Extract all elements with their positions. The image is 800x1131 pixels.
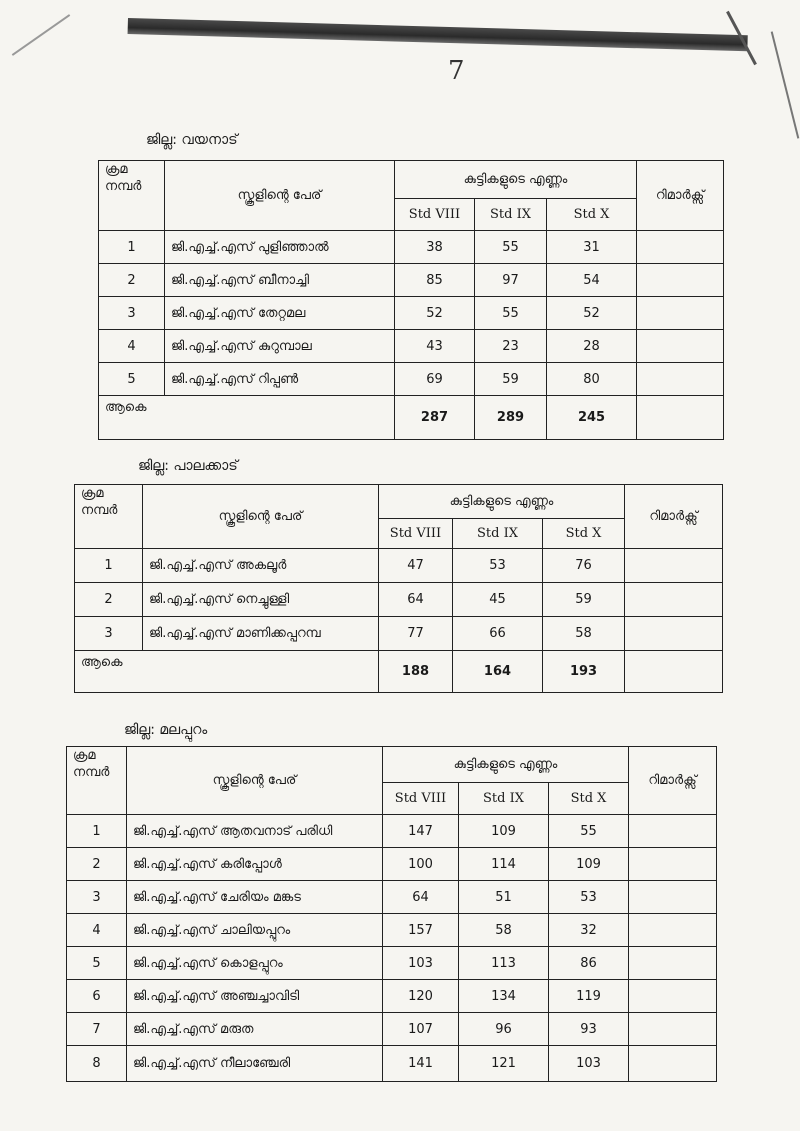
count-std10: 119 [549,980,629,1013]
school-name: ജി.എച്ച്.എസ് ബീനാച്ചി [165,264,395,297]
scan-shadow-bar [128,18,748,51]
school-name: ജി.എച്ച്.എസ് ചേരിയം മങ്കട [127,881,383,914]
table-row [67,947,717,980]
header-serial: ക്രമ നമ്പർ [75,485,143,549]
count-std9: 97 [475,264,547,297]
count-std8: 38 [395,231,475,264]
count-std10: 53 [549,881,629,914]
count-std8: 120 [383,980,459,1013]
count-std9: 121 [459,1046,549,1082]
count-std9: 53 [453,549,543,583]
table-row [67,815,717,848]
remarks-cell [625,583,723,617]
remarks-cell [637,297,724,330]
table-row [67,914,717,947]
school-name: ജി.എച്ച്.എസ് പുളിഞ്ഞാൽ [165,231,395,264]
table-row [75,583,723,617]
remarks-cell [629,980,717,1013]
row-number: 1 [67,815,127,848]
row-number: 4 [99,330,165,363]
header-std9: Std IX [453,519,543,549]
table-row [67,1013,717,1046]
school-name: ജി.എച്ച്.എസ് അഞ്ചച്ചാവിടി [127,980,383,1013]
header-serial: ക്രമ നമ്പർ [67,747,127,815]
corner-mark [12,14,70,56]
header-std8: Std VIII [383,783,459,815]
row-number: 2 [99,264,165,297]
header-remarks: റിമാർക്സ് [637,161,724,231]
row-number: 5 [67,947,127,980]
remarks-cell [629,1046,717,1082]
total-std9: 164 [453,651,543,693]
remarks-cell [629,947,717,980]
count-std10: 80 [547,363,637,396]
remarks-cell [625,651,723,693]
table-row [99,264,724,297]
count-std10: 93 [549,1013,629,1046]
count-std9: 66 [453,617,543,651]
remarks-cell [637,396,724,440]
table-row [75,617,723,651]
table-row [67,881,717,914]
school-name: ജി.എച്ച്.എസ് ആതവനാട് പരിധി [127,815,383,848]
count-std8: 103 [383,947,459,980]
total-label: ആകെ [75,651,379,693]
remarks-cell [629,1013,717,1046]
header-count: കുട്ടികളുടെ എണ്ണം [379,485,625,519]
table-row [99,330,724,363]
count-std10: 59 [543,583,625,617]
row-number: 1 [75,549,143,583]
header-std10: Std X [543,519,625,549]
count-std10: 32 [549,914,629,947]
table-row [67,980,717,1013]
table-row [75,549,723,583]
table-row [99,231,724,264]
total-std9: 289 [475,396,547,440]
row-number: 7 [67,1013,127,1046]
count-std9: 96 [459,1013,549,1046]
page-number: 7 [448,56,465,86]
header-std8: Std VIII [379,519,453,549]
district-label-malappuram: ജില്ല: മലപ്പുറം [124,722,208,738]
scan-edge-right [771,31,800,138]
count-std8: 141 [383,1046,459,1082]
count-std9: 114 [459,848,549,881]
count-std9: 55 [475,231,547,264]
table-row [67,848,717,881]
total-std8: 287 [395,396,475,440]
count-std9: 45 [453,583,543,617]
school-name: ജി.എച്ച്.എസ് നീലാഞ്ചേരി [127,1046,383,1082]
table-palakkad [74,484,723,693]
total-std8: 188 [379,651,453,693]
remarks-cell [625,617,723,651]
header-std8: Std VIII [395,199,475,231]
count-std8: 100 [383,848,459,881]
count-std9: 59 [475,363,547,396]
table-wayanad [98,160,724,440]
row-number: 5 [99,363,165,396]
row-number: 3 [75,617,143,651]
header-std10: Std X [547,199,637,231]
row-number: 3 [99,297,165,330]
header-school: സ്കൂളിന്റെ പേര് [165,161,395,231]
school-name: ജി.എച്ച്.എസ് കുറുമ്പാല [165,330,395,363]
header-remarks: റിമാർക്സ് [625,485,723,549]
count-std10: 55 [549,815,629,848]
school-name: ജി.എച്ച്.എസ് തേറ്റമല [165,297,395,330]
total-std10: 245 [547,396,637,440]
district-label-palakkad: ജില്ല: പാലക്കാട് [138,458,238,474]
count-std10: 28 [547,330,637,363]
remarks-cell [629,848,717,881]
count-std8: 43 [395,330,475,363]
remarks-cell [637,231,724,264]
remarks-cell [625,549,723,583]
header-count: കുട്ടികളുടെ എണ്ണം [395,161,637,199]
remarks-cell [637,264,724,297]
count-std10: 76 [543,549,625,583]
school-name: ജി.എച്ച്.എസ് കരിപ്പോൾ [127,848,383,881]
count-std8: 47 [379,549,453,583]
count-std8: 69 [395,363,475,396]
row-number: 2 [67,848,127,881]
remarks-cell [629,815,717,848]
count-std9: 134 [459,980,549,1013]
header-std9: Std IX [459,783,549,815]
table-row [99,363,724,396]
row-number: 8 [67,1046,127,1082]
count-std10: 52 [547,297,637,330]
row-number: 6 [67,980,127,1013]
row-number: 3 [67,881,127,914]
row-number: 4 [67,914,127,947]
count-std8: 77 [379,617,453,651]
header-remarks: റിമാർക്സ് [629,747,717,815]
count-std8: 52 [395,297,475,330]
school-name: ജി.എച്ച്.എസ് കൊളപ്പുറം [127,947,383,980]
table-malappuram [66,746,717,1082]
header-std10: Std X [549,783,629,815]
count-std8: 85 [395,264,475,297]
school-name: ജി.എച്ച്.എസ് റിപ്പൺ [165,363,395,396]
total-std10: 193 [543,651,625,693]
count-std9: 113 [459,947,549,980]
count-std10: 86 [549,947,629,980]
school-name: ജി.എച്ച്.എസ് നെച്ചുള്ളി [143,583,379,617]
row-number: 1 [99,231,165,264]
count-std9: 55 [475,297,547,330]
total-row [75,651,723,693]
header-count: കുട്ടികളുടെ എണ്ണം [383,747,629,783]
table-row [99,297,724,330]
remarks-cell [629,881,717,914]
remarks-cell [637,363,724,396]
school-name: ജി.എച്ച്.എസ് ചാലിയപ്പുറം [127,914,383,947]
total-row [99,396,724,440]
remarks-cell [629,914,717,947]
remarks-cell [637,330,724,363]
count-std10: 103 [549,1046,629,1082]
count-std10: 31 [547,231,637,264]
count-std8: 147 [383,815,459,848]
count-std10: 54 [547,264,637,297]
header-school: സ്കൂളിന്റെ പേര് [127,747,383,815]
count-std9: 51 [459,881,549,914]
count-std10: 58 [543,617,625,651]
total-label: ആകെ [99,396,395,440]
school-name: ജി.എച്ച്.എസ് മരുത [127,1013,383,1046]
count-std9: 23 [475,330,547,363]
school-name: ജി.എച്ച്.എസ് മാണിക്കപ്പറമ്പ [143,617,379,651]
count-std8: 107 [383,1013,459,1046]
count-std9: 58 [459,914,549,947]
district-label-wayanad: ജില്ല: വയനാട് [146,132,238,148]
count-std10: 109 [549,848,629,881]
count-std9: 109 [459,815,549,848]
row-number: 2 [75,583,143,617]
count-std8: 64 [379,583,453,617]
school-name: ജി.എച്ച്.എസ് അകലൂർ [143,549,379,583]
table-row [67,1046,717,1082]
header-school: സ്കൂളിന്റെ പേര് [143,485,379,549]
count-std8: 64 [383,881,459,914]
count-std8: 157 [383,914,459,947]
header-serial: ക്രമ നമ്പർ [99,161,165,231]
header-std9: Std IX [475,199,547,231]
